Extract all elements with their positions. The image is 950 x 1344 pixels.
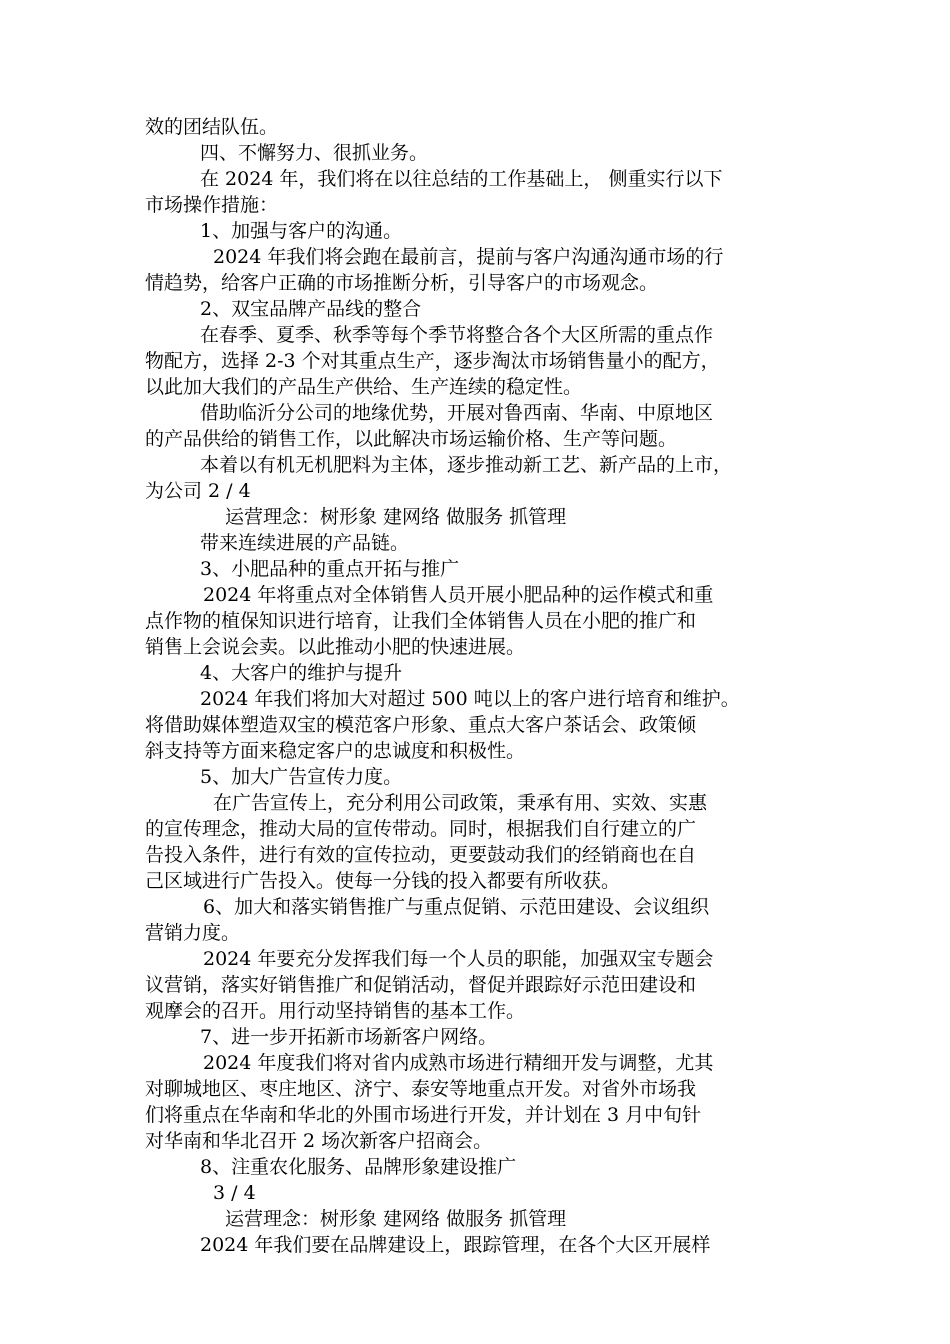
list-heading: 3、小肥品种的重点开拓与推广: [200, 558, 460, 580]
page-number-line: 为公司 2 / 4: [145, 480, 251, 502]
text-line: 对华南和华北召开 2 场次新客户招商会。: [145, 1130, 493, 1152]
text-line: 2024 年要充分发挥我们每一个人员的职能，加强双宝专题会: [203, 948, 714, 970]
section-heading: 四、不懈努力、很抓业务。: [200, 142, 429, 164]
text-line: 在春季、夏季、秋季等每个季节将整合各个大区所需的重点作: [200, 324, 714, 346]
text-line: 议营销，落实好销售推广和促销活动，督促并跟踪好示范田建设和: [145, 974, 697, 996]
text-line: 的产品供给的销售工作，以此解决市场运输价格、生产等问题。: [145, 428, 678, 450]
text-line: 销售上会说会卖。以此推动小肥的快速进展。: [145, 636, 526, 658]
text-line: 市场操作措施：: [145, 194, 279, 216]
text-line: 效的团结队伍。: [145, 116, 279, 138]
text-line: 点作物的植保知识进行培育，让我们全体销售人员在小肥的推广和: [145, 610, 697, 632]
list-heading: 2、双宝品牌产品线的整合: [200, 298, 422, 320]
list-heading: 5、加大广告宣传力度。: [200, 766, 403, 788]
text-line: 2024 年我们将加大对超过 500 吨以上的客户进行培育和维护。: [200, 688, 740, 710]
text-line: 情趋势，给客户正确的市场推断分析，引导客户的市场观念。: [145, 272, 659, 294]
page-header: 运营理念：树形象 建网络 做服务 抓管理: [225, 506, 567, 528]
page-number: 3 / 4: [213, 1182, 256, 1204]
text-line: 观摩会的召开。用行动坚持销售的基本工作。: [145, 1000, 526, 1022]
text-line: 在 2024 年，我们将在以往总结的工作基础上， 侧重实行以下: [200, 168, 723, 190]
text-line: 借助临沂分公司的地缘优势，开展对鲁西南、华南、中原地区: [200, 402, 714, 424]
list-heading: 8、注重农化服务、品牌形象建设推广: [200, 1156, 517, 1178]
list-heading: 7、进一步开拓新市场新客户网络。: [200, 1026, 498, 1048]
list-heading: 6、加大和落实销售推广与重点促销、示范田建设、会议组织: [203, 896, 710, 918]
text-line: 在广告宣传上，充分利用公司政策，秉承有用、实效、实惠: [213, 792, 708, 814]
text-line: 斜支持等方面来稳定客户的忠诚度和积极性。: [145, 740, 526, 762]
text-line: 2024 年将重点对全体销售人员开展小肥品种的运作模式和重: [203, 584, 714, 606]
text-line: 2024 年度我们将对省内成熟市场进行精细开发与调整，尤其: [203, 1052, 714, 1074]
page-header: 运营理念：树形象 建网络 做服务 抓管理: [225, 1208, 567, 1230]
text-line: 己区域进行广告投入。使每一分钱的投入都要有所收获。: [145, 870, 621, 892]
list-heading: 1、加强与客户的沟通。: [200, 220, 403, 242]
text-line: 将借助媒体塑造双宝的模范客户形象、重点大客户茶话会、政策倾: [145, 714, 697, 736]
text-line: 营销力度。: [145, 922, 241, 944]
text-line: 的宣传理念，推动大局的宣传带动。同时，根据我们自行建立的广: [145, 818, 697, 840]
text-line: 告投入条件，进行有效的宣传拉动，更要鼓动我们的经销商也在自: [145, 844, 697, 866]
text-line: 本着以有机无机肥料为主体，逐步推动新工艺、新产品的上市，: [200, 454, 733, 476]
text-line: 物配方，选择 2-3 个对其重点生产，逐步淘汰市场销售量小的配方，: [145, 350, 720, 372]
text-line: 2024 年我们要在品牌建设上，跟踪管理，在各个大区开展样: [200, 1234, 711, 1256]
list-heading: 4、大客户的维护与提升: [200, 662, 403, 684]
text-line: 带来连续进展的产品链。: [200, 532, 410, 554]
text-line: 对聊城地区、枣庄地区、济宁、泰安等地重点开发。对省外市场我: [145, 1078, 697, 1100]
text-line: 们将重点在华南和华北的外围市场进行开发，并计划在 3 月中旬针: [145, 1104, 702, 1126]
text-line: 2024 年我们将会跑在最前言，提前与客户沟通沟通市场的行: [213, 246, 724, 268]
text-line: 以此加大我们的产品生产供给、生产连续的稳定性。: [145, 376, 583, 398]
